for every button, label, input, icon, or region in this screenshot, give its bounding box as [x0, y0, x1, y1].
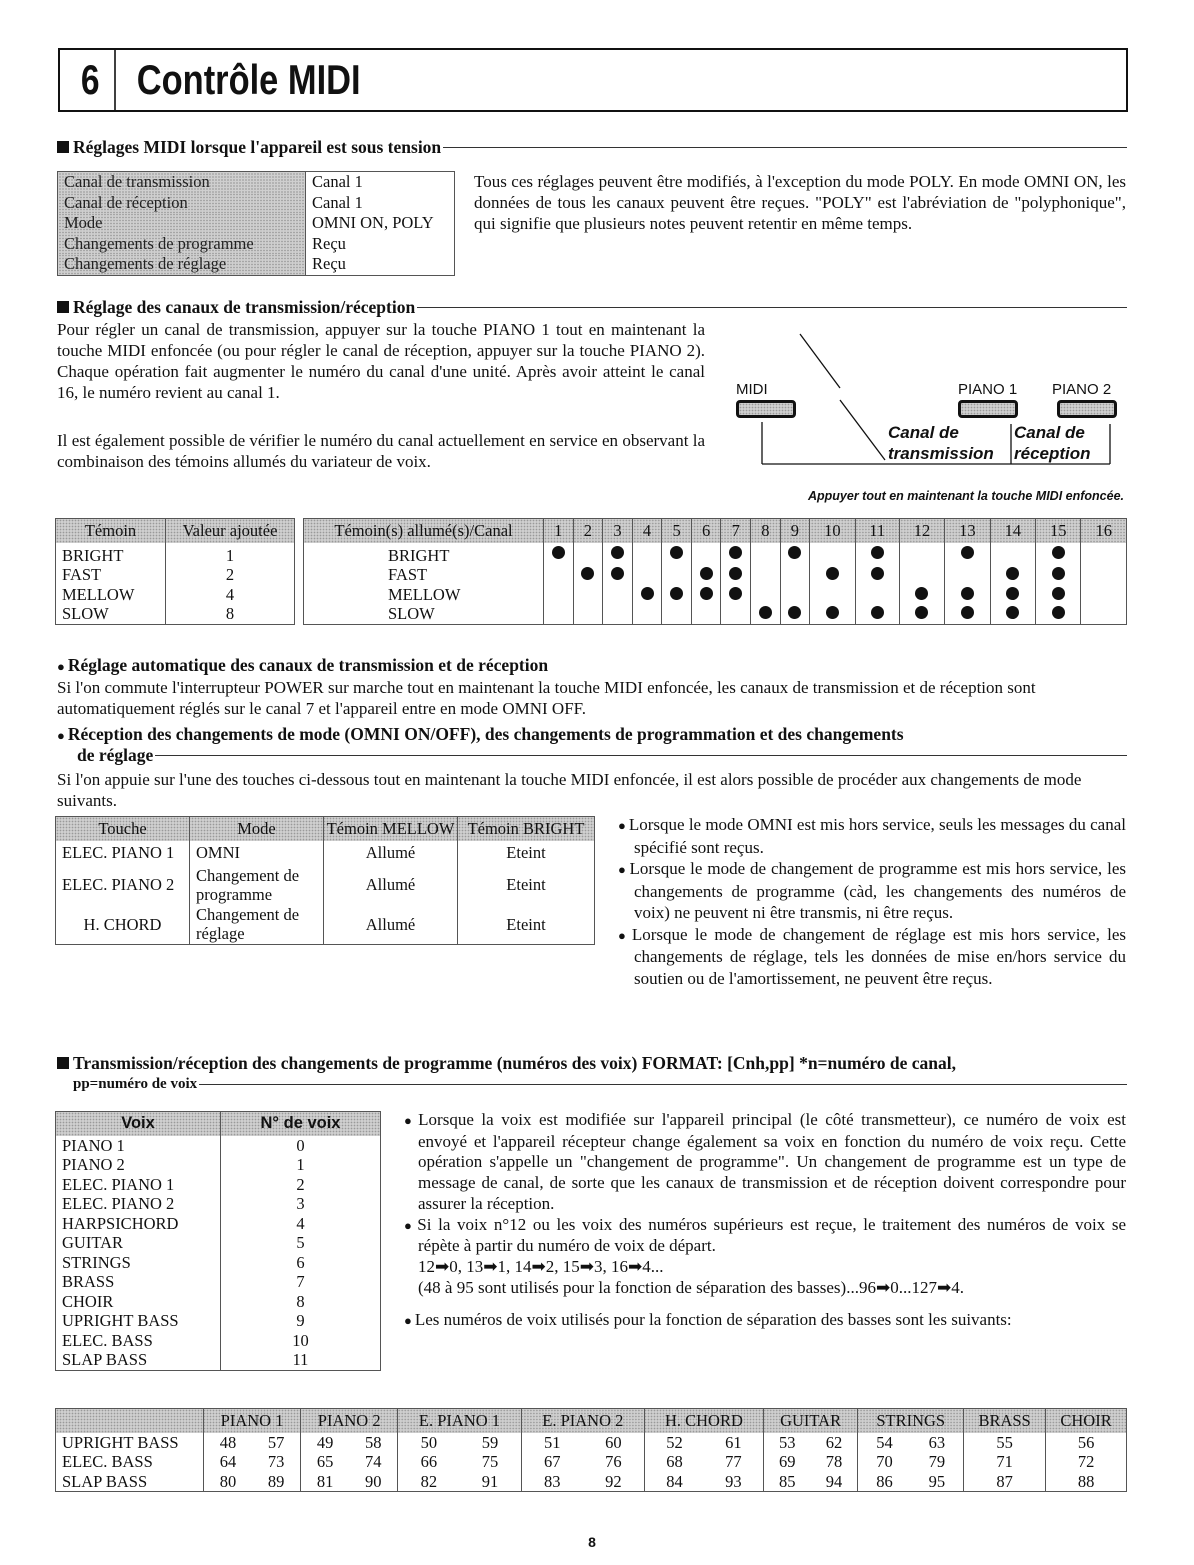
channel-cell: [899, 604, 944, 624]
voice-name: PIANO 2: [62, 1155, 125, 1174]
table-row: [56, 1292, 381, 1312]
channel-cell: [662, 565, 692, 585]
channel-header: 12: [899, 519, 944, 543]
lit-indicator-icon: [788, 606, 801, 619]
auto-setting-heading: ● Réglage automatique des canaux de transmission et de réception: [57, 655, 548, 678]
lit-indicator-icon: [670, 587, 683, 600]
lit-indicator-icon: [871, 546, 884, 559]
channel-cell: [899, 585, 944, 605]
channel-cell: [810, 565, 855, 585]
note-bass-range: (48 à 95 sont utilisés pour la fonction de séparation des basses)...96➡0...127➡4.: [418, 1277, 964, 1297]
lit-indicator-icon: [1052, 606, 1065, 619]
heading-rule: [417, 307, 1127, 308]
indicator-value-table: Témoin Valeur ajoutée BRIGHT 1 FAST 2 MELLOW 4 SLOW 8: [55, 518, 295, 625]
voice-number: 8: [221, 1292, 381, 1312]
table-row: [56, 1253, 381, 1273]
table-row: [56, 1175, 381, 1195]
voice-number: 10: [221, 1331, 381, 1351]
channel-cell: [780, 604, 810, 624]
bass-column-header: E. PIANO 1: [398, 1409, 521, 1433]
lit-indicator-icon: [729, 546, 742, 559]
note-item: ● Lorsque le mode OMNI est mis hors service, seuls les messages du canal spécifié sont reçus.: [618, 814, 1126, 858]
voice-number: 5: [221, 1233, 381, 1253]
table-row: [56, 1350, 381, 1370]
voice-number: 11: [221, 1350, 381, 1370]
channel-header: 10: [810, 519, 855, 543]
channel-header: 11: [855, 519, 899, 543]
lit-indicator-icon: [1006, 587, 1019, 600]
square-bullet-icon: [57, 141, 69, 153]
table-row: ELEC. PIANO 2 Changement de programme Allumé Eteint: [56, 865, 595, 905]
voice-name: PIANO 1: [62, 1135, 125, 1155]
table-row: BRIGHT: [304, 543, 1127, 566]
note-sequence: 12➡0, 13➡1, 14➡2, 15➡3, 16➡4...: [418, 1256, 664, 1276]
channel-cell: [945, 565, 990, 585]
channel-cell: [603, 585, 633, 605]
voice-name: CHOIR: [62, 1291, 114, 1311]
lit-indicator-icon: [826, 567, 839, 580]
table-row: H. CHORD Changement de réglage Allumé Eteint: [56, 905, 595, 945]
channel-header: 16: [1081, 519, 1127, 543]
channel-cell: [1036, 604, 1081, 624]
lit-indicator-icon: [1052, 567, 1065, 580]
channel-cell: [573, 543, 603, 566]
lit-indicator-icon: [788, 546, 801, 559]
table-row: FAST: [304, 565, 1127, 585]
channel-cell: [632, 585, 662, 605]
channel-cell: [603, 543, 633, 566]
channel-cell: [780, 543, 810, 566]
note-item: ● Lorsque le mode de changement de programme est mis hors service, les changements de programme (càd, les changements des numéros de voix) ne peuvent ni être transmis, ni être reçus.: [618, 858, 1126, 924]
table-row: [56, 1233, 381, 1253]
voice-name: BRASS: [62, 1272, 115, 1291]
lit-indicator-icon: [961, 546, 974, 559]
channel-cell: [855, 604, 899, 624]
lit-indicator-icon: [915, 587, 928, 600]
channel-header: 4: [632, 519, 662, 543]
voice-number: 0: [221, 1136, 381, 1156]
bass-column-header: E. PIANO 2: [521, 1409, 644, 1433]
channel-setting-paragraph: Pour régler un canal de transmission, appuyer sur la touche PIANO 1 tout en maintenant la touche MIDI enfoncée (ou pour régler le canal de réception, appuyer sur la touche PIANO 2). Chaque opération fait augmenter le numéro du canal d'une unité. Après avoir atteint le canal 16, le numéro revient au canal 1.: [57, 320, 705, 402]
channel-cell: [603, 565, 633, 585]
channel-cell: [751, 585, 781, 605]
channel-cell: [945, 585, 990, 605]
channel-cell: [899, 543, 944, 566]
bass-column-header: CHOIR: [1046, 1409, 1127, 1433]
note-item: ● Lorsque la voix est modifiée sur l'appareil principal (le côté transmetteur), ce numéro de voix est envoyé et l'appareil récepteur change également sa voix en fonction du numéro de voix reçu. Cette opération s'appelle un "changement de programme". Un changement de programme est un type de message de canal, de sorte que les canaux de transmission et de réception doivent correspondre pour assurer la réception.: [404, 1110, 1126, 1215]
table-row: Mode OMNI ON, POLY: [58, 213, 455, 234]
channel-cell: [573, 565, 603, 585]
lit-indicator-icon: [1052, 587, 1065, 600]
channel-check-paragraph: Il est également possible de vérifier le numéro du canal actuellement en service en observant la combinaison des témoins allumés du variateur de voix.: [57, 431, 705, 471]
note-item: ● Les numéros de voix utilisés pour la fonction de séparation des basses sont les suivants:: [404, 1310, 1126, 1332]
voice-number: 2: [221, 1175, 381, 1195]
channel-cell: [544, 565, 574, 585]
bass-column-header: H. CHORD: [645, 1409, 764, 1433]
lit-indicator-icon: [826, 606, 839, 619]
voice-name: ELEC. BASS: [62, 1330, 153, 1350]
lit-indicator-icon: [670, 546, 683, 559]
lit-indicator-icon: [700, 587, 713, 600]
lit-indicator-icon: [1052, 546, 1065, 559]
lit-indicator-icon: [871, 606, 884, 619]
channel-cell: [810, 543, 855, 566]
voice-number: 4: [221, 1214, 381, 1234]
voice-name: UPRIGHT BASS: [62, 1311, 179, 1330]
midi-key-diagram: [720, 320, 1130, 510]
midi-key: [736, 400, 796, 418]
channel-cell: [1081, 604, 1127, 624]
table-row: [56, 1155, 381, 1175]
lit-indicator-icon: [759, 606, 772, 619]
channel-cell: [899, 565, 944, 585]
table-row: SLOW 8: [56, 604, 295, 624]
piano1-key: [958, 400, 1018, 418]
channel-cell: [721, 543, 751, 566]
table-row: SLOW: [304, 604, 1127, 624]
voice-name: SLAP BASS: [62, 1350, 148, 1369]
channel-header: 15: [1036, 519, 1081, 543]
bass-column-header: BRASS: [964, 1409, 1046, 1433]
channel-header: 8: [751, 519, 781, 543]
lit-indicator-icon: [1006, 567, 1019, 580]
lit-indicator-icon: [552, 546, 565, 559]
channel-cell: [990, 565, 1035, 585]
channel-cell: [751, 604, 781, 624]
lit-indicator-icon: [729, 587, 742, 600]
channel-cell: [544, 604, 574, 624]
channel-cell: [945, 604, 990, 624]
channel-cell: [632, 604, 662, 624]
table-row: ELEC. BASS 64 73 65 74 66 75 67 76 68 77 69 78 70 79 71 72: [56, 1452, 1127, 1472]
channel-cell: [1036, 543, 1081, 566]
section-heading-channel-setting: Réglage des canaux de transmission/réception: [57, 297, 1127, 318]
lit-indicator-icon: [611, 567, 624, 580]
channel-cell: [810, 604, 855, 624]
mode-change-notes: [618, 814, 1126, 989]
voice-name: HARPSICHORD: [62, 1213, 179, 1233]
midi-key-label: MIDI: [736, 381, 768, 398]
note-item: ● Lorsque le mode de changement de réglage est mis hors service, les changements de réglage, tels les données de mise en/hors service du soutien ou de l'amortissement, ne peuvent être reçus.: [618, 924, 1126, 990]
table-row: MELLOW: [304, 585, 1127, 605]
channel-cell: [691, 565, 721, 585]
mode-change-table: Touche Mode Témoin MELLOW Témoin BRIGHT ELEC. PIANO 1 OMNI Allumé Eteint ELEC. PIANO 2 Changement de programme Allumé Eteint H. CHORD Changement de réglage Allumé Eteint: [55, 816, 595, 945]
bass-column-header: GUITAR: [763, 1409, 858, 1433]
bass-split-table: [55, 1408, 1127, 1492]
lit-indicator-icon: [611, 546, 624, 559]
mode-changes-heading: ● Réception des changements de mode (OMNI ON/OFF), des changements de programmation et des changements: [57, 724, 1127, 747]
mode-changes-text: Si l'on appuie sur l'une des touches ci-dessous tout en maintenant la touche MIDI enfoncée, il est alors possible de procéder aux changements de mode suivants.: [57, 770, 1082, 810]
channel-header: 1: [544, 519, 574, 543]
channel-header: 5: [662, 519, 692, 543]
piano1-key-label: PIANO 1: [958, 381, 1018, 398]
table-row: [56, 1136, 381, 1156]
channel-cell: [1081, 565, 1127, 585]
channel-cell: [780, 565, 810, 585]
table-row: Changements de réglage Reçu: [58, 254, 455, 275]
channel-cell: [721, 585, 751, 605]
page-title: Contrôle MIDI: [136, 56, 361, 103]
lit-indicator-icon: [581, 567, 594, 580]
receive-channel-label: Canal de réception: [1014, 423, 1091, 463]
voice-number-table: Voix N° de voix PIANO 1 0 PIANO 2 1 ELEC. PIANO 1 2 ELEC. PIANO 2 3 HARPSICHORD 4 GUITAR 5 STRINGS 6 BRASS 7 CHOIR 8 UPRIGHT BASS 9 ELEC. BASS 10 SLAP BASS 11: [55, 1111, 381, 1371]
mode-changes-heading-cont: de réglage: [77, 745, 1127, 766]
channel-cell: [573, 585, 603, 605]
channel-cell: [945, 543, 990, 566]
channel-cell: [544, 543, 574, 566]
channel-cell: [1081, 543, 1127, 566]
voice-number: 3: [221, 1194, 381, 1214]
table-row: BRIGHT 1: [56, 543, 295, 566]
channel-header: 3: [603, 519, 633, 543]
channel-cell: [990, 543, 1035, 566]
table-row: Changements de programme Reçu: [58, 234, 455, 255]
table-row: ELEC. PIANO 1 OMNI Allumé Eteint: [56, 841, 595, 865]
table-row: [56, 1311, 381, 1331]
voice-number: 7: [221, 1272, 381, 1292]
channel-cell: [603, 604, 633, 624]
heading-rule: [155, 755, 1127, 756]
program-change-notes: [404, 1110, 1126, 1332]
table-row: Canal de transmission Canal 1: [58, 172, 455, 193]
diagram-caption: Appuyer tout en maintenant la touche MIDI enfoncée.: [807, 489, 1124, 503]
channel-header: 14: [990, 519, 1035, 543]
transmit-channel-label: Canal de transmission: [888, 423, 994, 463]
table-row: FAST 2: [56, 565, 295, 585]
channel-cell: [810, 585, 855, 605]
voice-number: 9: [221, 1311, 381, 1331]
chapter-title-box: [58, 48, 1128, 112]
channel-cell: [990, 604, 1035, 624]
channel-cell: [662, 543, 692, 566]
channel-header: 9: [780, 519, 810, 543]
voice-number: 6: [221, 1253, 381, 1273]
piano2-key: [1057, 400, 1117, 418]
bass-column-header: PIANO 1: [204, 1409, 301, 1433]
channel-cell: [1081, 585, 1127, 605]
bass-column-header: STRINGS: [858, 1409, 964, 1433]
channel-header: 7: [721, 519, 751, 543]
piano2-key-label: PIANO 2: [1052, 381, 1112, 398]
channel-cell: [721, 604, 751, 624]
bass-column-header: PIANO 2: [301, 1409, 398, 1433]
lit-indicator-icon: [700, 567, 713, 580]
lit-indicator-icon: [871, 567, 884, 580]
channel-cell: [990, 585, 1035, 605]
table-row: MELLOW 4: [56, 585, 295, 605]
voice-name: ELEC. PIANO 1: [62, 1174, 175, 1194]
chapter-number: 6: [66, 50, 116, 110]
lit-indicator-icon: [915, 606, 928, 619]
voice-number: 1: [221, 1155, 381, 1175]
voice-name: ELEC. PIANO 2: [62, 1194, 175, 1213]
note-item: ● Si la voix n°12 ou les voix des numéros supérieurs est reçue, le traitement des numéros de voix se répète à partir du numéro de voix de départ.: [404, 1215, 1126, 1257]
channel-cell: [662, 585, 692, 605]
channel-cell: [632, 565, 662, 585]
channel-cell: [1036, 565, 1081, 585]
channel-cell: [632, 543, 662, 566]
channel-cell: [544, 585, 574, 605]
section-heading-power-on: Réglages MIDI lorsque l'appareil est sous tension: [57, 137, 1127, 158]
lit-indicator-icon: [641, 587, 654, 600]
program-change-heading-cont: pp=numéro de voix: [73, 1074, 1127, 1095]
channel-cell: [751, 543, 781, 566]
heading-rule: [199, 1084, 1127, 1085]
channel-header: 13: [945, 519, 990, 543]
lit-indicator-icon: [729, 567, 742, 580]
lit-indicator-icon: [961, 606, 974, 619]
channel-cell: [855, 565, 899, 585]
channel-cell: [1036, 585, 1081, 605]
square-bullet-icon: [57, 1057, 69, 1069]
table-row: [56, 1214, 381, 1234]
program-change-heading: Transmission/réception des changements de programme (numéros des voix) FORMAT: [Cnh,pp] *n=numéro de canal,: [57, 1053, 1127, 1074]
table-row: UPRIGHT BASS 48 57 49 58 50 59 51 60 52 61 53 62 54 63 55 56: [56, 1433, 1127, 1453]
channel-header: 2: [573, 519, 603, 543]
table-row: [56, 1331, 381, 1351]
table-row: [56, 1272, 381, 1292]
lit-indicator-icon: [961, 587, 974, 600]
table-row: [56, 1194, 381, 1214]
channel-cell: [691, 604, 721, 624]
channel-cell: [691, 543, 721, 566]
auto-setting-text: Si l'on commute l'interrupteur POWER sur marche tout en maintenant la touche MIDI enfoncée, les canaux de transmission et de réception sont automatiquement réglés sur le canal 7 et l'appareil entre en mode OMNI OFF.: [57, 678, 1036, 718]
square-bullet-icon: [57, 301, 69, 313]
power-on-description: Tous ces réglages peuvent être modifiés, à l'exception du mode POLY. En mode OMNI ON, les données de tous les canaux peuvent être reçues. "POLY" est l'abréviation de "polyphonique", qui signifie que plusieurs notes peuvent retentir en même temps.: [474, 172, 1126, 233]
channel-cell: [662, 604, 692, 624]
channel-indicator-matrix: Témoin(s) allumé(s)/Canal 1 2 3 4 5 6 7 8 9 10 11 12 13 14 15 16 BRIGHT FAST MELLOW SLOW: [303, 518, 1127, 625]
lit-indicator-icon: [1006, 606, 1019, 619]
power-on-settings-table: [57, 171, 455, 276]
channel-cell: [855, 585, 899, 605]
channel-cell: [855, 543, 899, 566]
table-row: Canal de réception Canal 1: [58, 193, 455, 214]
channel-cell: [573, 604, 603, 624]
heading-rule: [443, 147, 1127, 148]
channel-cell: [691, 585, 721, 605]
voice-name: GUITAR: [62, 1233, 124, 1252]
table-row: SLAP BASS 80 89 81 90 82 91 83 92 84 93 85 94 86 95 87 88: [56, 1472, 1127, 1492]
channel-cell: [721, 565, 751, 585]
channel-cell: [751, 565, 781, 585]
channel-header: 6: [691, 519, 721, 543]
voice-name: STRINGS: [62, 1252, 131, 1272]
channel-cell: [780, 585, 810, 605]
page-number: 8: [588, 1534, 596, 1550]
